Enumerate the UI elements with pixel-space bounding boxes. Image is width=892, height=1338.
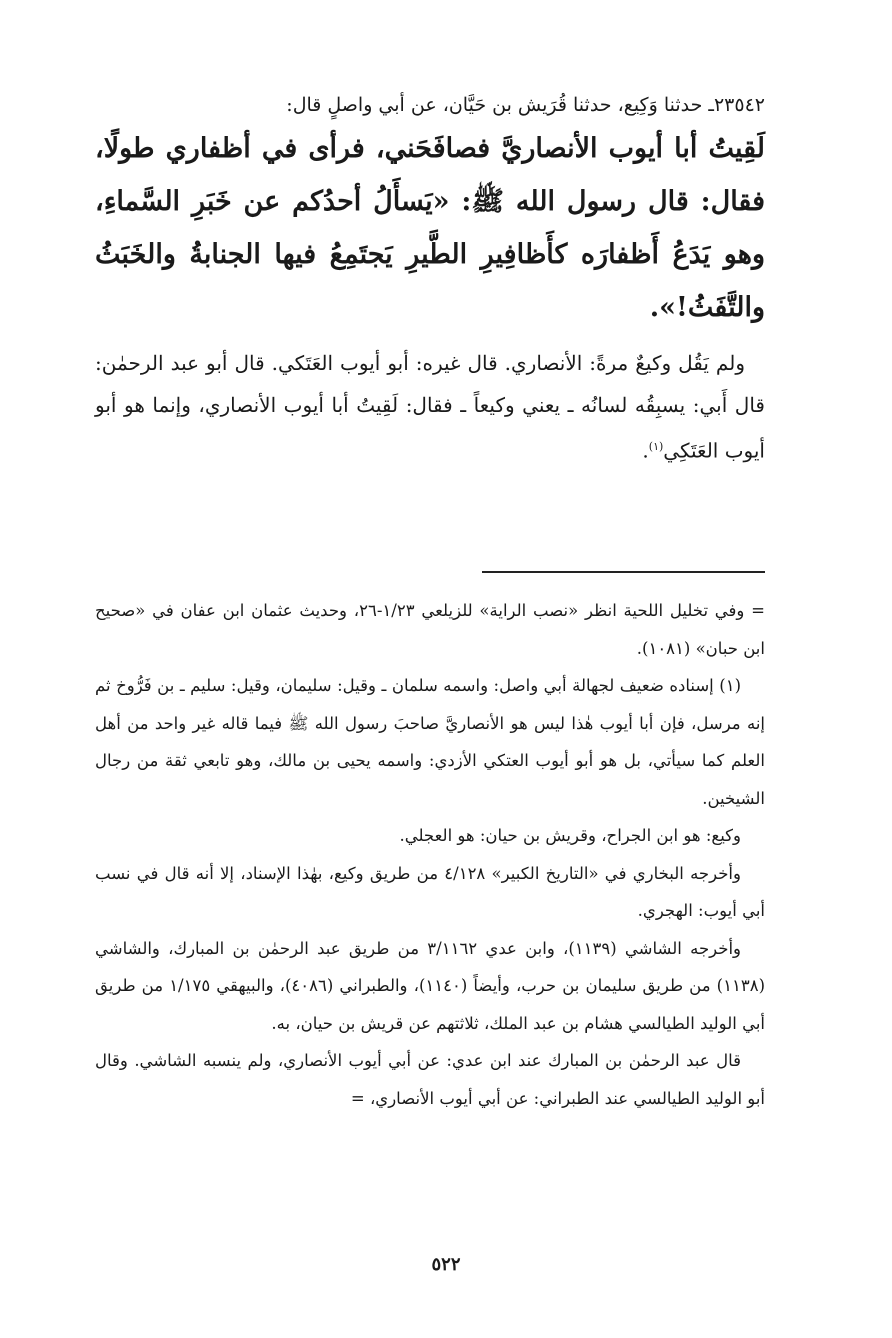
footnote-paragraph: وكيع: هو ابن الجراح، وقريش بن حيان: هو العجلي. bbox=[399, 826, 741, 845]
commentary bbox=[95, 342, 765, 472]
hadith-body: لَقِيتُ أبا أيوب الأنصاريَّ فصافَحَني، فرأى في أظفاري طولًا، فقال: قال رسول الله ﷺ: «يَسأَلُ أحدُكم عن خَبَرِ السَّماءِ، وهو يَدَعُ أَظفارَه كأَظافِيرِ الطَّيرِ يَجتَمِعُ فيها الجنابةُ والخَبَثُ والتَّفَثُ!». bbox=[95, 133, 765, 323]
commentary-text: ولم يَقُل وكيعٌ مرةً: الأنصاري. قال غيره: أبو أيوب العَتَكي. قال أبو عبد الرحمٰن: قال أَبي: يسبِقُه لسانُه ـ يعني وكيعاً ـ فقال: لَقِيتُ أبا أيوب الأنصاري، وإنما هو أبو أيوب العَتَكِي bbox=[95, 351, 765, 463]
main-text bbox=[95, 88, 765, 472]
hadith-intro: ٢٣٥٤٢ـ حدثنا وَكِيع، حدثنا قُرَيش بن حَيَّان، عن أبي واصلٍ قال: bbox=[286, 94, 765, 116]
footnote-1: (١) إسناده ضعيف لجهالة أبي واصل: واسمه سلمان ـ وقيل: سليمان، وقيل: سليم ـ بن فَرُّوخ ثم إنه مرسل، فإن أبا أيوب هٰذا ليس هو الأنصاريَّ صاحبَ رسول الله ﷺ فيما قاله غير واحد من أهل العلم كما سيأتي، بل هو أبو أيوب العتكي الأزدي: واسمه يحيى بن مالك، وهو تابعي ثقة من رجال الشيخين. bbox=[95, 676, 766, 808]
footnote-paragraph: وأخرجه البخاري في «التاريخ الكبير» ٤/١٢٨ من طريق وكيع، بهٰذا الإسناد، إلا أنه قال في نسب أبي أيوب: الهجري. bbox=[95, 863, 765, 920]
footnote-continuation: = وفي تخليل اللحية انظر «نصب الراية» للزيلعي ١/٢٣-٢٦، وحديث عثمان ابن عفان في «صحيح ابن حبان» (١٠٨١). bbox=[95, 601, 765, 658]
page-number: ٥٢٢ bbox=[431, 1254, 461, 1275]
commentary-end: . bbox=[642, 438, 649, 463]
footnote-paragraph: وأخرجه الشاشي (١١٣٩)، وابن عدي ٣/١١٦٢ من طريق عبد الرحمٰن بن المبارك، والشاشي (١١٣٨) من طريق سليمان بن حرب، وأيضاً (١١٤٠)، والطبراني (٤٠٨٦)، والبيهقي ١/١٧٥ من طريق أبي الوليد الطيالسي هشام بن عبد الملك، ثلاثتهم عن قريش بن حيان، به. bbox=[95, 938, 766, 1033]
footnotes bbox=[95, 592, 765, 1117]
footnote-paragraph: قال عبد الرحمٰن بن المبارك عند ابن عدي: عن أبي أيوب الأنصاري، ولم ينسبه الشاشي. وقال أبو الوليد الطيالسي عند الطبراني: عن أبي أيوب الأنصاري، = bbox=[95, 1051, 765, 1108]
footnote-divider bbox=[482, 571, 765, 573]
footnote-mark: (١) bbox=[648, 440, 664, 453]
